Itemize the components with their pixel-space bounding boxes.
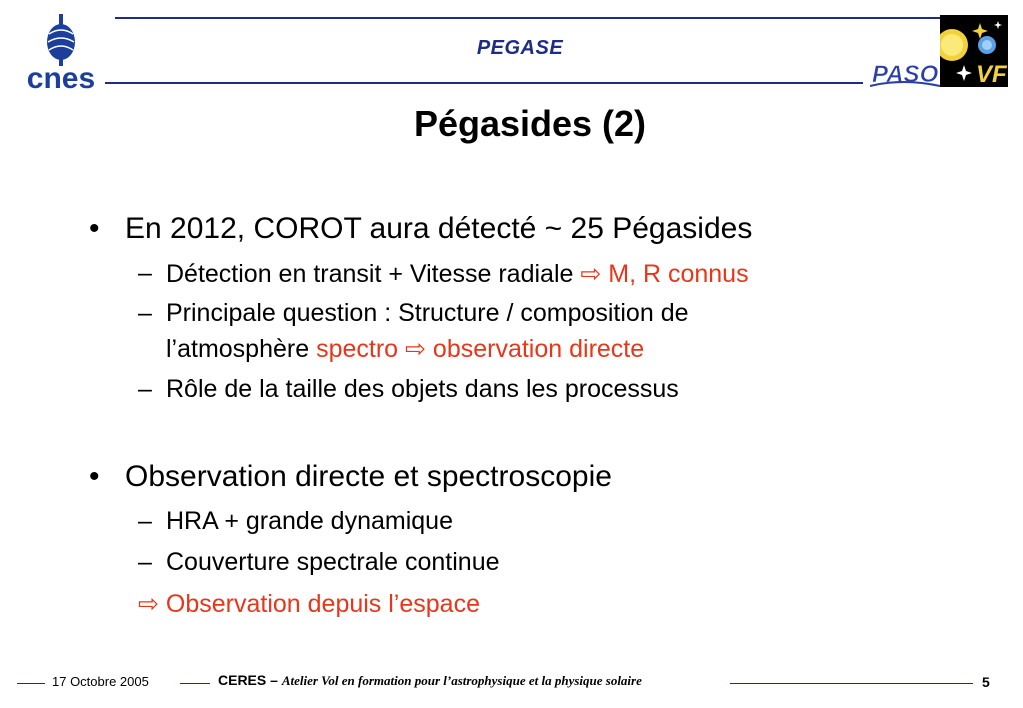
dash-marker: – [138,259,152,287]
bullet-2 [89,460,612,494]
footer-rule-right [730,683,973,684]
bullet-2-sub-3 [138,589,480,619]
header-title: PEGASE [476,37,564,59]
dash-marker: – [138,548,152,576]
footer-rule-left [17,683,45,684]
bullet-marker: • [89,212,100,245]
dash-marker: – [138,507,152,535]
sub-1-text: Détection en transit + Vitesse radiale [166,260,581,288]
cnes-globe-icon [47,14,75,66]
footer-event-title: Atelier Vol en formation pour l’astrophysique et la physique solaire [281,673,642,688]
bullet-1-sub-3 [138,375,679,404]
header-rule-top [115,17,945,19]
sub-3-text: Rôle de la taille des objets dans les processus [166,375,679,403]
slide-title: Pégasides (2) [413,103,647,144]
cnes-logo [18,12,104,94]
dash-marker: – [138,299,152,327]
sub-2-red-text-2: observation directe [425,335,645,363]
bullet-2-text: Observation directe et spectroscopie [125,460,612,493]
page-number: 5 [982,674,990,690]
bullet-1-text: En 2012, COROT aura détecté ~ 25 Pégasides [125,212,753,245]
paso-logo [868,56,943,90]
sub-1-red-text: M, R connus [601,260,749,288]
bullet-2-sub-2 [138,548,500,577]
footer-date: 17 Octobre 2005 [52,674,149,689]
bullet-2-sub-1 [138,507,453,536]
arrow-right-icon: ⇨ [138,590,159,618]
arrow-right-icon: ⇨ [580,260,602,288]
sub-2-text-line2: l’atmosphère [166,335,317,363]
bullet-marker: • [89,460,100,493]
footer-rule-mid-left [180,683,210,684]
bullet-1-sub-2 [138,299,689,328]
bullet-1-sub-1 [138,259,749,289]
bullet-1 [89,212,753,246]
sub-2-text-line1: Principale question : Structure / composition de [166,299,689,327]
cnes-logo-text: cnes [26,62,96,94]
footer-ceres: CERES – [218,672,282,688]
dash-marker: – [138,375,152,403]
vf-logo [940,15,1008,87]
sub-2-red-text: spectro [316,335,406,363]
header-rule-bottom [105,82,863,84]
footer-event [218,672,642,689]
sub-5-text: Couverture spectrale continue [166,548,500,576]
planet-icon [978,36,996,54]
paso-logo-text: PASO [872,61,939,88]
bullet-1-sub-2-cont [166,334,644,364]
vf-logo-text: VF [976,61,1007,87]
sub-6-red-text: Observation depuis l’espace [158,590,480,618]
arrow-right-icon: ⇨ [405,335,426,363]
sub-4-text: HRA + grande dynamique [166,507,453,535]
